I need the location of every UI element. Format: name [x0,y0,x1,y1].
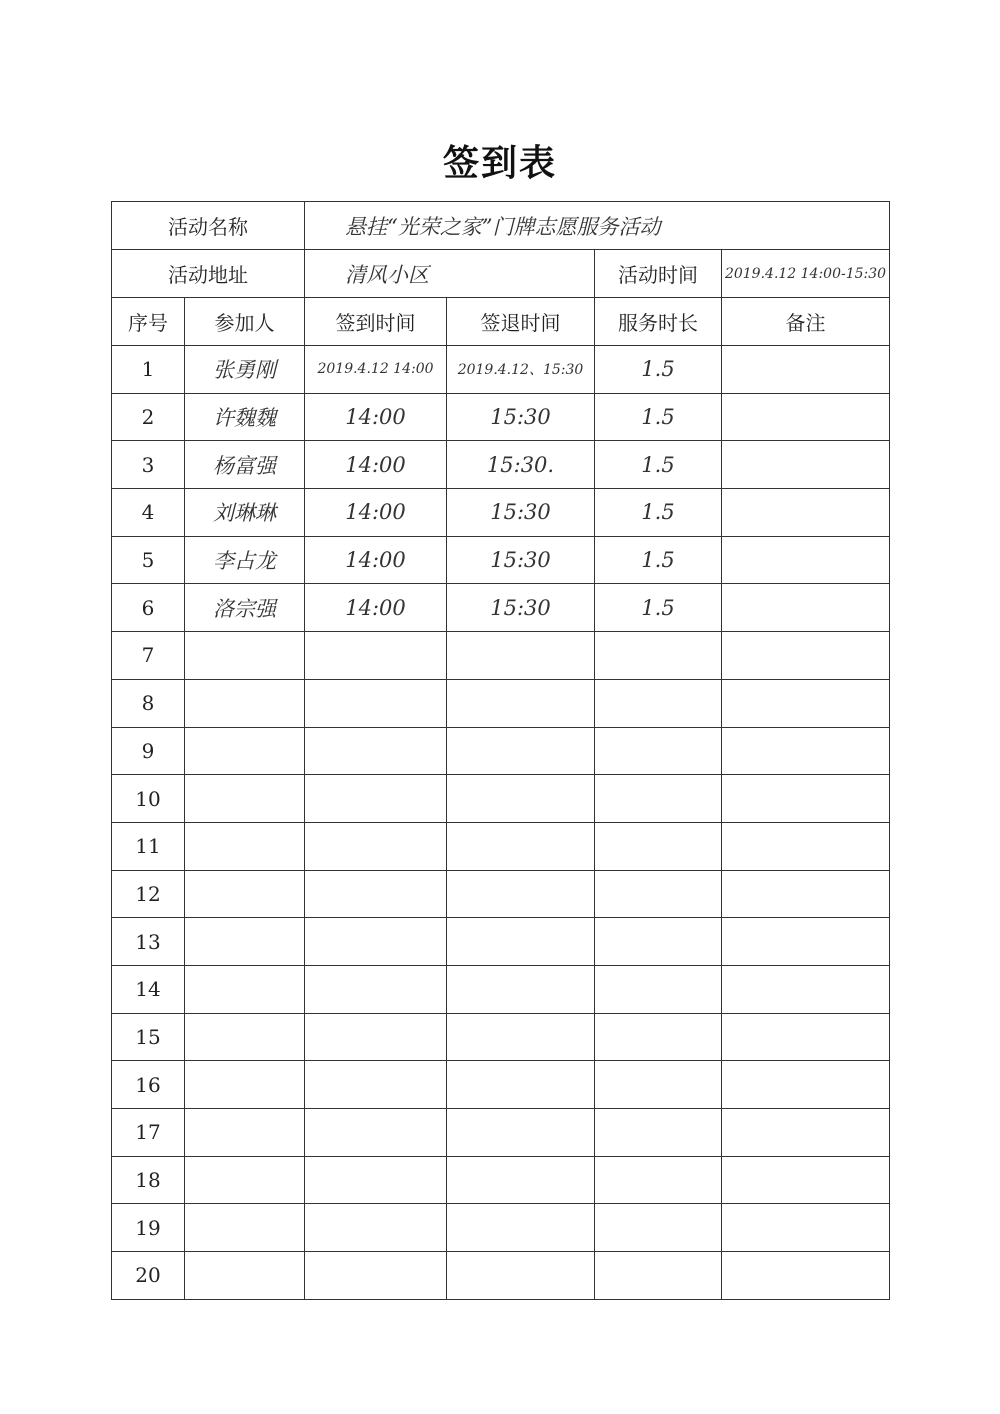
page-title: 签到表 [442,142,557,184]
table-row [112,679,890,727]
service-hours [595,1013,722,1061]
participant-name [185,775,305,823]
row-number: 13 [112,918,185,966]
service-hours [595,775,722,823]
table-row [112,1013,890,1061]
sign-in-time [305,870,447,918]
row-number: 8 [112,679,185,727]
sign-out-time [447,775,595,823]
service-hours [595,1204,722,1252]
sign-out-time [447,1204,595,1252]
activity-time-value: 2019.4.12 14:00-15:30 [722,250,890,298]
participant-name [185,679,305,727]
note [722,346,890,394]
sign-out-time [447,1061,595,1109]
row-number: 7 [112,632,185,680]
table-row [112,727,890,775]
participant-name [185,727,305,775]
sign-in-time [305,727,447,775]
sign-out-time: 15:30 [447,393,595,441]
sign-out-time [447,870,595,918]
row-number: 10 [112,775,185,823]
participant-name [185,1109,305,1157]
participant-name [185,870,305,918]
participant-name [185,1061,305,1109]
sign-in-time: 14:00 [305,489,447,537]
note [722,1252,890,1300]
participant-name [185,1252,305,1300]
note [722,679,890,727]
table-row [112,1109,890,1157]
row-number: 9 [112,727,185,775]
participant-name: 洛宗强 [185,584,305,632]
column-header-sign-in: 签到时间 [305,298,447,346]
sign-in-time: 14:00 [305,441,447,489]
table-row [112,965,890,1013]
sign-out-time: 15:30 [447,584,595,632]
sign-in-time [305,1109,447,1157]
participant-name [185,965,305,1013]
table-row [112,632,890,680]
participant-name [185,1156,305,1204]
note [722,1013,890,1061]
service-hours: 1.5 [595,441,722,489]
sign-out-time [447,1109,595,1157]
note [722,1204,890,1252]
service-hours [595,1156,722,1204]
row-number: 17 [112,1109,185,1157]
sign-in-time: 2019.4.12 14:00 [305,346,447,394]
participant-name [185,918,305,966]
note [722,870,890,918]
note [722,536,890,584]
participant-name [185,1204,305,1252]
sign-in-time [305,775,447,823]
sign-out-time [447,1252,595,1300]
row-number: 14 [112,965,185,1013]
sign-out-time: 2019.4.12、15:30 [447,346,595,394]
sign-in-time [305,679,447,727]
sign-in-time [305,1013,447,1061]
table-row [112,584,890,632]
table-row [112,1156,890,1204]
participant-name [185,1013,305,1061]
sign-in-table [111,201,890,1300]
row-number: 3 [112,441,185,489]
sign-in-time [305,632,447,680]
column-header-sign-out: 签退时间 [447,298,595,346]
table-row [112,489,890,537]
service-hours [595,1109,722,1157]
row-number: 18 [112,1156,185,1204]
service-hours [595,965,722,1013]
column-header-participant: 参加人 [185,298,305,346]
sign-in-time [305,822,447,870]
service-hours: 1.5 [595,536,722,584]
row-number: 6 [112,584,185,632]
service-hours [595,1061,722,1109]
service-hours [595,727,722,775]
sign-in-time [305,1204,447,1252]
sign-in-time [305,918,447,966]
activity-name-label: 活动名称 [112,202,305,250]
row-number: 4 [112,489,185,537]
activity-place-value: 清风小区 [305,250,595,298]
table-row [112,1204,890,1252]
sign-in-time [305,1061,447,1109]
row-number: 20 [112,1252,185,1300]
note [722,822,890,870]
sign-out-time [447,727,595,775]
participant-name: 李占龙 [185,536,305,584]
participant-name: 许魏魏 [185,393,305,441]
row-number: 15 [112,1013,185,1061]
note [722,393,890,441]
participant-name [185,632,305,680]
sign-out-time: 15:30 [447,489,595,537]
row-number: 5 [112,536,185,584]
service-hours [595,918,722,966]
service-hours [595,1252,722,1300]
row-number: 1 [112,346,185,394]
column-header-row [112,298,890,346]
row-number: 19 [112,1204,185,1252]
column-header-note: 备注 [722,298,890,346]
row-number: 12 [112,870,185,918]
service-hours [595,822,722,870]
sign-out-time [447,1013,595,1061]
column-header-hours: 服务时长 [595,298,722,346]
sign-in-time [305,1156,447,1204]
service-hours [595,679,722,727]
sign-out-time [447,632,595,680]
sign-out-time [447,918,595,966]
activity-name-value: 悬挂“光荣之家”门牌志愿服务活动 [305,202,890,250]
table-row [112,870,890,918]
sign-in-time: 14:00 [305,536,447,584]
service-hours: 1.5 [595,584,722,632]
sign-in-time [305,965,447,1013]
row-number: 16 [112,1061,185,1109]
sign-in-time [305,1252,447,1300]
note [722,775,890,823]
sign-out-time [447,965,595,1013]
activity-place-label: 活动地址 [112,250,305,298]
table-row [112,536,890,584]
note [722,632,890,680]
service-hours [595,870,722,918]
participant-name [185,822,305,870]
note [722,441,890,489]
participant-name: 刘琳琳 [185,489,305,537]
participant-name: 张勇刚 [185,346,305,394]
sign-in-time: 14:00 [305,584,447,632]
row-number: 2 [112,393,185,441]
table-row [112,822,890,870]
activity-name-row [112,202,890,250]
service-hours: 1.5 [595,346,722,394]
sign-out-time: 15:30. [447,441,595,489]
note [722,1061,890,1109]
note [722,1156,890,1204]
note [722,727,890,775]
note [722,965,890,1013]
note [722,584,890,632]
table-row [112,1252,890,1300]
sign-in-time: 14:00 [305,393,447,441]
table-row [112,775,890,823]
note [722,489,890,537]
table-row [112,918,890,966]
sign-out-time [447,822,595,870]
service-hours [595,632,722,680]
note [722,1109,890,1157]
note [722,918,890,966]
sign-out-time [447,1156,595,1204]
activity-time-label: 活动时间 [595,250,722,298]
service-hours: 1.5 [595,489,722,537]
table-row [112,441,890,489]
table-row [112,346,890,394]
column-header-no: 序号 [112,298,185,346]
participant-name: 杨富强 [185,441,305,489]
sign-out-time [447,679,595,727]
table-row [112,393,890,441]
sign-out-time: 15:30 [447,536,595,584]
service-hours: 1.5 [595,393,722,441]
activity-place-row [112,250,890,298]
row-number: 11 [112,822,185,870]
table-row [112,1061,890,1109]
